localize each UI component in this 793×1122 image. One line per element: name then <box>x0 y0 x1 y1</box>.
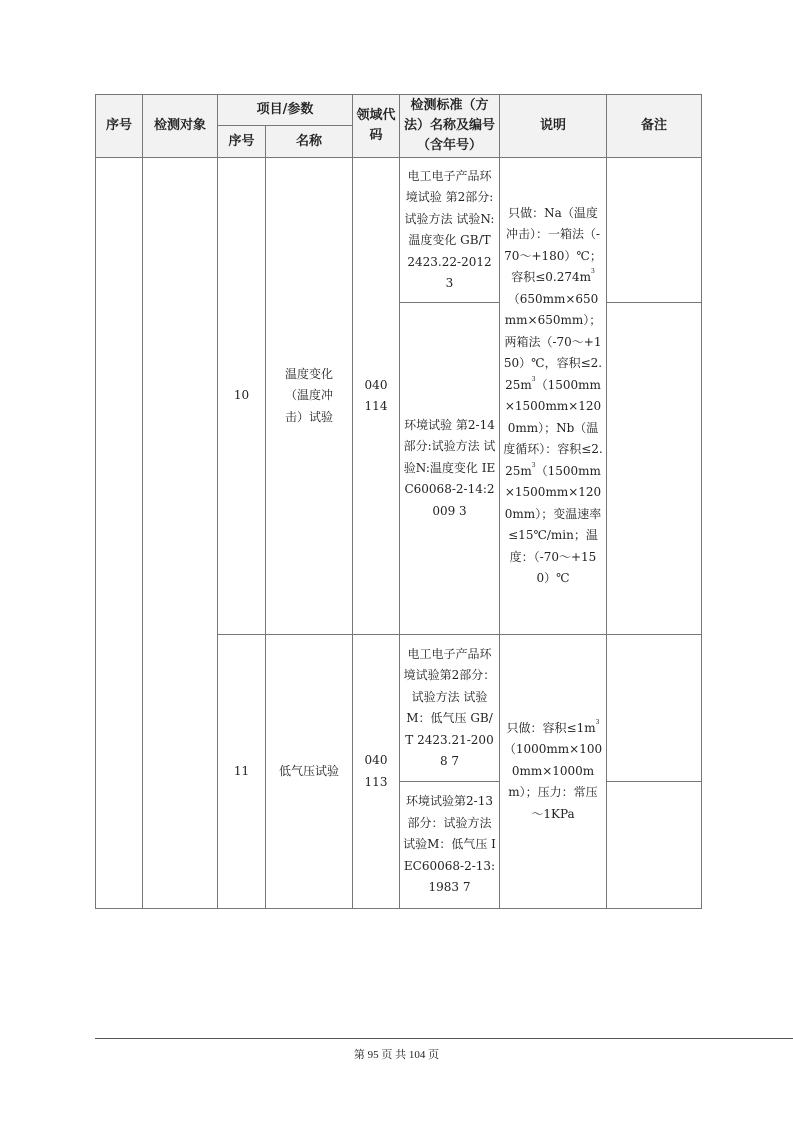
description-11: 只做：容积$\le 1m^3(1000mm\times 1000mm\times 1000mm)$；压力：常压～1KPa <box>500 635 607 909</box>
page-number: 第 95 页 共 104 页 <box>353 1049 440 1061</box>
header-item-name: 名称 <box>266 126 353 158</box>
row-object-cell <box>143 158 218 909</box>
standard-11-b: 环境试验第2-13部分：试验方法 试验M：低气压 IEC60068-2-13:1983 7 <box>400 782 500 909</box>
standard-10-b: 环境试验 第2-14部分:试验方法 试验N:温度变化 IEC60068-2-14:2009 3 <box>400 303 500 635</box>
header-remark: 备注 <box>607 95 702 158</box>
header-item-group: 项目/参数 <box>218 95 353 126</box>
item-name-11: 低气压试验 <box>266 635 353 909</box>
footer-divider <box>95 1038 793 1039</box>
item-name-10: 温度变化（温度冲击）试验 <box>266 158 353 635</box>
standard-11-a: 电工电子产品环境试验第2部分：试验方法 试验M：低气压 GB/T 2423.21-2008 7 <box>400 635 500 782</box>
remark-10-a <box>607 158 702 303</box>
description-10: 只做：Na（温度冲击）：一箱法（-70～+180）℃；容积$\le 0.274m^3(650mm\times 650mm\times 650mm)$；两箱法（-70～+150）℃，容积$\le 2.25m^3(1500mm\times 1500mm\times 1200mm)$；Nb（温度循环）：容积$\le 2.25m^3(1500mm\times 1500mm\times 1200mm)$；变温速率≤15℃/min；温度：（-70～+150）℃ <box>500 158 607 635</box>
item-seq-11: 11 <box>218 635 266 909</box>
row-seq-cell <box>96 158 143 909</box>
header-description: 说明 <box>500 95 607 158</box>
header-item-seq: 序号 <box>218 126 266 158</box>
header-seq: 序号 <box>96 95 143 158</box>
remark-11-a <box>607 635 702 782</box>
remark-10-b <box>607 303 702 635</box>
remark-11-b <box>607 782 702 909</box>
item-seq-10: 10 <box>218 158 266 635</box>
domain-code-11: 040113 <box>353 635 400 909</box>
header-domain-code: 领域代码 <box>353 95 400 158</box>
domain-code-10: 040114 <box>353 158 400 635</box>
header-object: 检测对象 <box>143 95 218 158</box>
standard-10-a: 电工电子产品环境试验 第2部分:试验方法 试验N:温度变化 GB/T 2423.22-2012 3 <box>400 158 500 303</box>
test-items-table <box>95 94 702 909</box>
header-standard: 检测标准（方法）名称及编号（含年号） <box>400 95 500 158</box>
